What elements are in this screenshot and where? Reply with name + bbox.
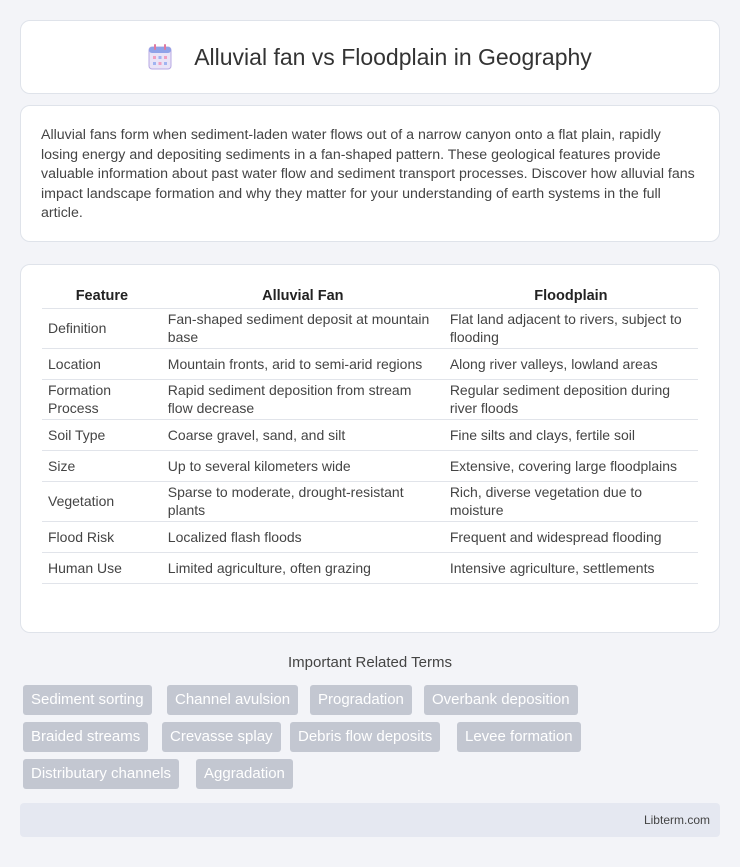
page-title: Alluvial fan vs Floodplain in Geography [194,43,592,70]
floodplain-cell: Flat land adjacent to rivers, subject to flooding [444,308,698,348]
footer [20,803,720,837]
floodplain-cell: Extensive, covering large floodplains [444,450,698,481]
table-row [42,419,698,450]
feature-cell: Vegetation [42,481,162,521]
intro-text: Alluvial fans form when sediment-laden water flows out of a narrow canyon onto a flat plain, rapidly losing energy and depositing sediments in a fan-shaped pattern. These geological features provide valuable information about past water flow and sediment transport processes. Discover how alluvial fans impact landscape formation and why they matter for your understanding of earth systems in the full article. [41,127,695,221]
related-term-tag[interactable]: Distributary channels [23,759,179,789]
related-term-tag[interactable]: Aggradation [196,759,293,789]
related-term-tag[interactable]: Debris flow deposits [290,722,440,752]
feature-cell: Size [42,450,162,481]
alluvial-fan-cell: Limited agriculture, often grazing [162,552,444,583]
alluvial-fan-cell: Localized flash floods [162,521,444,552]
floodplain-cell: Rich, diverse vegetation due to moisture [444,481,698,521]
floodplain-cell: Along river valleys, lowland areas [444,348,698,379]
related-term-tag[interactable]: Crevasse splay [162,722,281,752]
table-row [42,308,698,348]
comparison-table [42,285,698,584]
title-card [20,20,720,94]
table-row [42,348,698,379]
feature-cell: Human Use [42,552,162,583]
table-row [42,379,698,419]
related-term-tag[interactable]: Overbank deposition [424,685,578,715]
feature-cell: Location [42,348,162,379]
intro-card [20,105,720,242]
floodplain-cell: Intensive agriculture, settlements [444,552,698,583]
related-term-tag[interactable]: Braided streams [23,722,148,752]
feature-cell: Soil Type [42,419,162,450]
feature-cell: Formation Process [42,379,162,419]
header-floodplain: Floodplain [444,285,698,308]
table-row [42,552,698,583]
table-row [42,521,698,552]
floodplain-cell: Fine silts and clays, fertile soil [444,419,698,450]
table-header-row [42,285,698,308]
related-term-tag[interactable]: Levee formation [457,722,581,752]
table-row [42,481,698,521]
comparison-table-card [20,264,720,633]
alluvial-fan-cell: Mountain fronts, arid to semi-arid regions [162,348,444,379]
related-term-tag[interactable]: Progradation [310,685,412,715]
feature-cell: Flood Risk [42,521,162,552]
header-alluvial-fan: Alluvial Fan [162,285,444,308]
related-terms-title: Important Related Terms [288,654,452,671]
related-term-tag[interactable]: Channel avulsion [167,685,298,715]
footer-site-link[interactable]: Libterm.com [643,813,710,827]
header-feature: Feature [42,285,162,308]
calendar-icon [148,44,172,70]
alluvial-fan-cell: Fan-shaped sediment deposit at mountain base [162,308,444,348]
table-row [42,450,698,481]
feature-cell: Definition [42,308,162,348]
alluvial-fan-cell: Coarse gravel, sand, and silt [162,419,444,450]
floodplain-cell: Regular sediment deposition during river floods [444,379,698,419]
alluvial-fan-cell: Rapid sediment deposition from stream flow decrease [162,379,444,419]
alluvial-fan-cell: Sparse to moderate, drought-resistant plants [162,481,444,521]
related-term-tag[interactable]: Sediment sorting [23,685,152,715]
alluvial-fan-cell: Up to several kilometers wide [162,450,444,481]
floodplain-cell: Frequent and widespread flooding [444,521,698,552]
